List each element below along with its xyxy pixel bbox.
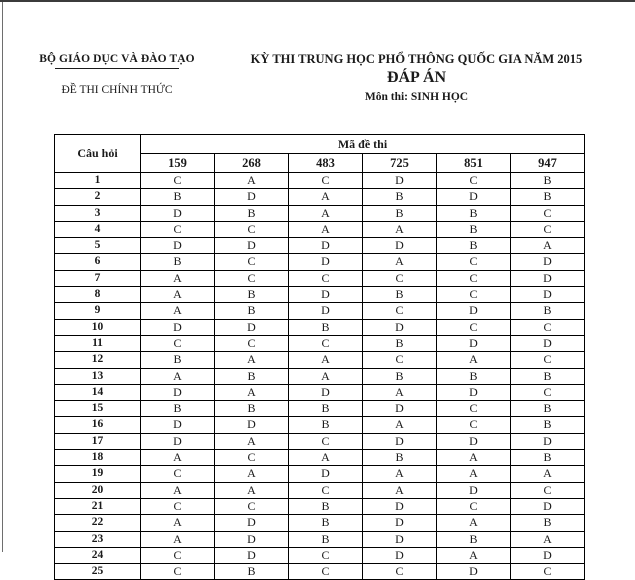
- subject-label: Môn thi: SINH HỌC: [364, 91, 469, 103]
- question-number: 11: [55, 335, 141, 351]
- table-row: [55, 221, 585, 237]
- answer-cell: C: [511, 205, 585, 221]
- question-number: 20: [55, 482, 141, 498]
- answer-cell: D: [511, 254, 585, 270]
- answer-cell: C: [511, 221, 585, 237]
- answer-cell: B: [141, 401, 215, 417]
- answer-cell: C: [289, 173, 363, 189]
- question-number: 13: [55, 368, 141, 384]
- answer-cell: D: [215, 189, 289, 205]
- answer-cell: D: [289, 384, 363, 400]
- answer-cell: B: [215, 303, 289, 319]
- answer-cell: C: [437, 287, 511, 303]
- answer-cell: B: [363, 450, 437, 466]
- answer-cell: B: [437, 238, 511, 254]
- answer-cell: A: [363, 482, 437, 498]
- answer-cell: C: [363, 303, 437, 319]
- answer-cell: D: [511, 270, 585, 286]
- column-header-exam-code: 159: [141, 154, 215, 173]
- answer-cell: D: [141, 238, 215, 254]
- answer-cell: A: [289, 205, 363, 221]
- answer-cell: B: [511, 189, 585, 205]
- answer-cell: B: [289, 515, 363, 531]
- question-number: 14: [55, 384, 141, 400]
- answer-cell: C: [215, 254, 289, 270]
- answer-cell: A: [141, 270, 215, 286]
- answer-cell: A: [215, 173, 289, 189]
- answer-cell: D: [363, 531, 437, 547]
- question-number: 12: [55, 352, 141, 368]
- answer-cell: C: [215, 335, 289, 351]
- answer-cell: A: [289, 352, 363, 368]
- table-row: [55, 417, 585, 433]
- question-number: 23: [55, 531, 141, 547]
- answer-cell: D: [289, 238, 363, 254]
- table-row: [55, 482, 585, 498]
- answer-cell: A: [141, 531, 215, 547]
- answer-cell: C: [511, 384, 585, 400]
- answer-cell: B: [363, 189, 437, 205]
- answer-cell: C: [437, 401, 511, 417]
- answer-cell: A: [141, 515, 215, 531]
- answer-cell: C: [437, 270, 511, 286]
- answer-cell: D: [437, 564, 511, 580]
- answer-cell: B: [437, 531, 511, 547]
- answer-cell: A: [289, 221, 363, 237]
- question-number: 9: [55, 303, 141, 319]
- answer-cell: A: [511, 531, 585, 547]
- answer-cell: D: [511, 498, 585, 514]
- question-number: 6: [55, 254, 141, 270]
- answer-cell: D: [511, 335, 585, 351]
- answer-cell: D: [437, 482, 511, 498]
- table-row: [55, 352, 585, 368]
- answer-cell: A: [437, 515, 511, 531]
- answer-cell: D: [437, 303, 511, 319]
- question-number: 21: [55, 498, 141, 514]
- answer-cell: C: [437, 319, 511, 335]
- table-row: [55, 433, 585, 449]
- answer-cell: B: [289, 531, 363, 547]
- question-number: 16: [55, 417, 141, 433]
- answer-cell: A: [363, 221, 437, 237]
- header-left-block: [0, 52, 228, 97]
- answer-cell: C: [363, 564, 437, 580]
- answer-cell: A: [363, 417, 437, 433]
- answer-cell: B: [511, 417, 585, 433]
- answer-cell: D: [215, 515, 289, 531]
- table-row: [55, 270, 585, 286]
- answer-cell: A: [437, 547, 511, 563]
- answer-cell: A: [437, 466, 511, 482]
- answer-table-container: [54, 134, 584, 580]
- question-number: 25: [55, 564, 141, 580]
- question-number: 18: [55, 450, 141, 466]
- answer-cell: C: [437, 498, 511, 514]
- answer-cell: B: [363, 205, 437, 221]
- answer-cell: C: [215, 450, 289, 466]
- answer-cell: C: [289, 547, 363, 563]
- answer-cell: A: [511, 238, 585, 254]
- answer-cell: D: [215, 547, 289, 563]
- answer-cell: B: [141, 189, 215, 205]
- answer-cell: B: [511, 303, 585, 319]
- question-number: 5: [55, 238, 141, 254]
- question-number: 10: [55, 319, 141, 335]
- answer-cell: B: [511, 515, 585, 531]
- answer-cell: B: [141, 352, 215, 368]
- answer-cell: A: [141, 287, 215, 303]
- answer-cell: C: [511, 352, 585, 368]
- answer-cell: A: [437, 450, 511, 466]
- answer-cell: C: [511, 564, 585, 580]
- answer-cell: A: [289, 450, 363, 466]
- table-row: [55, 238, 585, 254]
- answer-cell: C: [215, 498, 289, 514]
- table-row: [55, 319, 585, 335]
- question-number: 17: [55, 433, 141, 449]
- answer-cell: D: [363, 515, 437, 531]
- answer-cell: D: [215, 417, 289, 433]
- answer-cell: D: [363, 173, 437, 189]
- answer-cell: D: [437, 433, 511, 449]
- answer-cell: C: [141, 498, 215, 514]
- question-number: 1: [55, 173, 141, 189]
- answer-cell: C: [437, 254, 511, 270]
- table-head: [55, 135, 585, 173]
- answer-cell: B: [363, 368, 437, 384]
- answer-cell: A: [363, 384, 437, 400]
- answer-cell: D: [363, 319, 437, 335]
- table-row: [55, 287, 585, 303]
- answer-cell: D: [141, 319, 215, 335]
- column-header-exam-code: 725: [363, 154, 437, 173]
- answer-cell: A: [511, 466, 585, 482]
- answer-cell: B: [511, 450, 585, 466]
- table-row: [55, 368, 585, 384]
- table-row: [55, 450, 585, 466]
- table-row: [55, 401, 585, 417]
- question-number: 3: [55, 205, 141, 221]
- question-number: 15: [55, 401, 141, 417]
- table-row: [55, 384, 585, 400]
- answer-cell: C: [437, 173, 511, 189]
- answer-cell: B: [289, 498, 363, 514]
- answer-cell: A: [215, 482, 289, 498]
- answer-cell: D: [437, 335, 511, 351]
- answer-cell: C: [289, 433, 363, 449]
- answer-cell: B: [215, 287, 289, 303]
- answer-cell: A: [289, 368, 363, 384]
- answer-cell: C: [289, 564, 363, 580]
- answer-cell: B: [141, 254, 215, 270]
- answer-cell: B: [289, 417, 363, 433]
- answer-cell: B: [215, 564, 289, 580]
- answer-cell: C: [363, 352, 437, 368]
- column-header-exam-code: 268: [215, 154, 289, 173]
- answer-cell: D: [215, 238, 289, 254]
- answer-cell: B: [511, 173, 585, 189]
- question-number: 8: [55, 287, 141, 303]
- answer-cell: B: [437, 368, 511, 384]
- answer-cell: B: [437, 221, 511, 237]
- answer-cell: B: [363, 287, 437, 303]
- answer-cell: B: [215, 205, 289, 221]
- column-header-exam-code: 851: [437, 154, 511, 173]
- answer-cell: B: [511, 368, 585, 384]
- table-row: [55, 547, 585, 563]
- answer-cell: D: [289, 466, 363, 482]
- answer-cell: D: [141, 417, 215, 433]
- column-header-exam-code-group: Mã đề thi: [141, 135, 585, 154]
- table-row: [55, 189, 585, 205]
- table-row: [55, 466, 585, 482]
- answer-cell: C: [141, 221, 215, 237]
- column-header-exam-code: 483: [289, 154, 363, 173]
- question-number: 19: [55, 466, 141, 482]
- answer-cell: D: [363, 238, 437, 254]
- exam-title: KỲ THI TRUNG HỌC PHỔ THÔNG QUỐC GIA NĂM 2015: [250, 52, 583, 66]
- official-exam-label: ĐỀ THI CHÍNH THỨC: [61, 84, 173, 96]
- answer-cell: B: [511, 401, 585, 417]
- table-header-row-top: [55, 135, 585, 154]
- answer-cell: D: [363, 498, 437, 514]
- answer-cell: A: [363, 254, 437, 270]
- table-row: [55, 515, 585, 531]
- answer-cell: B: [437, 205, 511, 221]
- answer-cell: B: [215, 368, 289, 384]
- answer-cell: C: [141, 335, 215, 351]
- answer-cell: C: [141, 547, 215, 563]
- document-header: [0, 0, 635, 105]
- table-row: [55, 205, 585, 221]
- question-number: 4: [55, 221, 141, 237]
- answer-cell: D: [215, 531, 289, 547]
- answer-cell: B: [215, 401, 289, 417]
- column-header-exam-code: 947: [511, 154, 585, 173]
- answer-cell: D: [437, 189, 511, 205]
- answer-cell: D: [289, 254, 363, 270]
- ministry-underline: [55, 68, 179, 69]
- answer-cell: B: [363, 335, 437, 351]
- answer-cell: D: [289, 287, 363, 303]
- answer-cell: C: [437, 417, 511, 433]
- answer-cell: A: [141, 368, 215, 384]
- column-header-question: Câu hỏi: [55, 135, 141, 173]
- answer-cell: A: [141, 303, 215, 319]
- answer-cell: A: [215, 466, 289, 482]
- answer-key-table: [54, 134, 585, 580]
- answer-cell: C: [215, 221, 289, 237]
- question-number: 24: [55, 547, 141, 563]
- table-body: [55, 173, 585, 580]
- answer-cell: C: [141, 173, 215, 189]
- answer-cell: D: [141, 205, 215, 221]
- answer-cell: A: [437, 352, 511, 368]
- answer-cell: A: [363, 466, 437, 482]
- answer-cell: B: [289, 401, 363, 417]
- answer-cell: D: [215, 319, 289, 335]
- answer-cell: A: [215, 384, 289, 400]
- answer-cell: A: [215, 352, 289, 368]
- answer-cell: C: [363, 270, 437, 286]
- table-row: [55, 531, 585, 547]
- answer-key-title: ĐÁP ÁN: [386, 69, 447, 86]
- answer-cell: D: [141, 384, 215, 400]
- answer-cell: A: [141, 482, 215, 498]
- answer-cell: B: [289, 319, 363, 335]
- question-number: 2: [55, 189, 141, 205]
- answer-cell: C: [289, 482, 363, 498]
- table-row: [55, 564, 585, 580]
- answer-cell: A: [215, 433, 289, 449]
- answer-cell: A: [289, 189, 363, 205]
- question-number: 22: [55, 515, 141, 531]
- answer-cell: D: [363, 401, 437, 417]
- answer-cell: C: [141, 466, 215, 482]
- answer-cell: D: [289, 303, 363, 319]
- table-row: [55, 498, 585, 514]
- answer-cell: D: [437, 384, 511, 400]
- answer-cell: D: [511, 433, 585, 449]
- answer-cell: D: [511, 547, 585, 563]
- answer-cell: D: [511, 287, 585, 303]
- table-row: [55, 335, 585, 351]
- table-row: [55, 173, 585, 189]
- answer-cell: D: [363, 547, 437, 563]
- answer-cell: C: [289, 335, 363, 351]
- answer-cell: D: [363, 433, 437, 449]
- table-row: [55, 254, 585, 270]
- ministry-name: BỘ GIÁO DỤC VÀ ĐÀO TẠO: [39, 53, 195, 65]
- answer-cell: C: [511, 319, 585, 335]
- answer-cell: C: [289, 270, 363, 286]
- answer-cell: C: [215, 270, 289, 286]
- answer-cell: D: [141, 433, 215, 449]
- answer-cell: C: [511, 482, 585, 498]
- header-right-block: [228, 52, 635, 105]
- question-number: 7: [55, 270, 141, 286]
- table-row: [55, 303, 585, 319]
- answer-cell: C: [141, 564, 215, 580]
- answer-cell: A: [141, 450, 215, 466]
